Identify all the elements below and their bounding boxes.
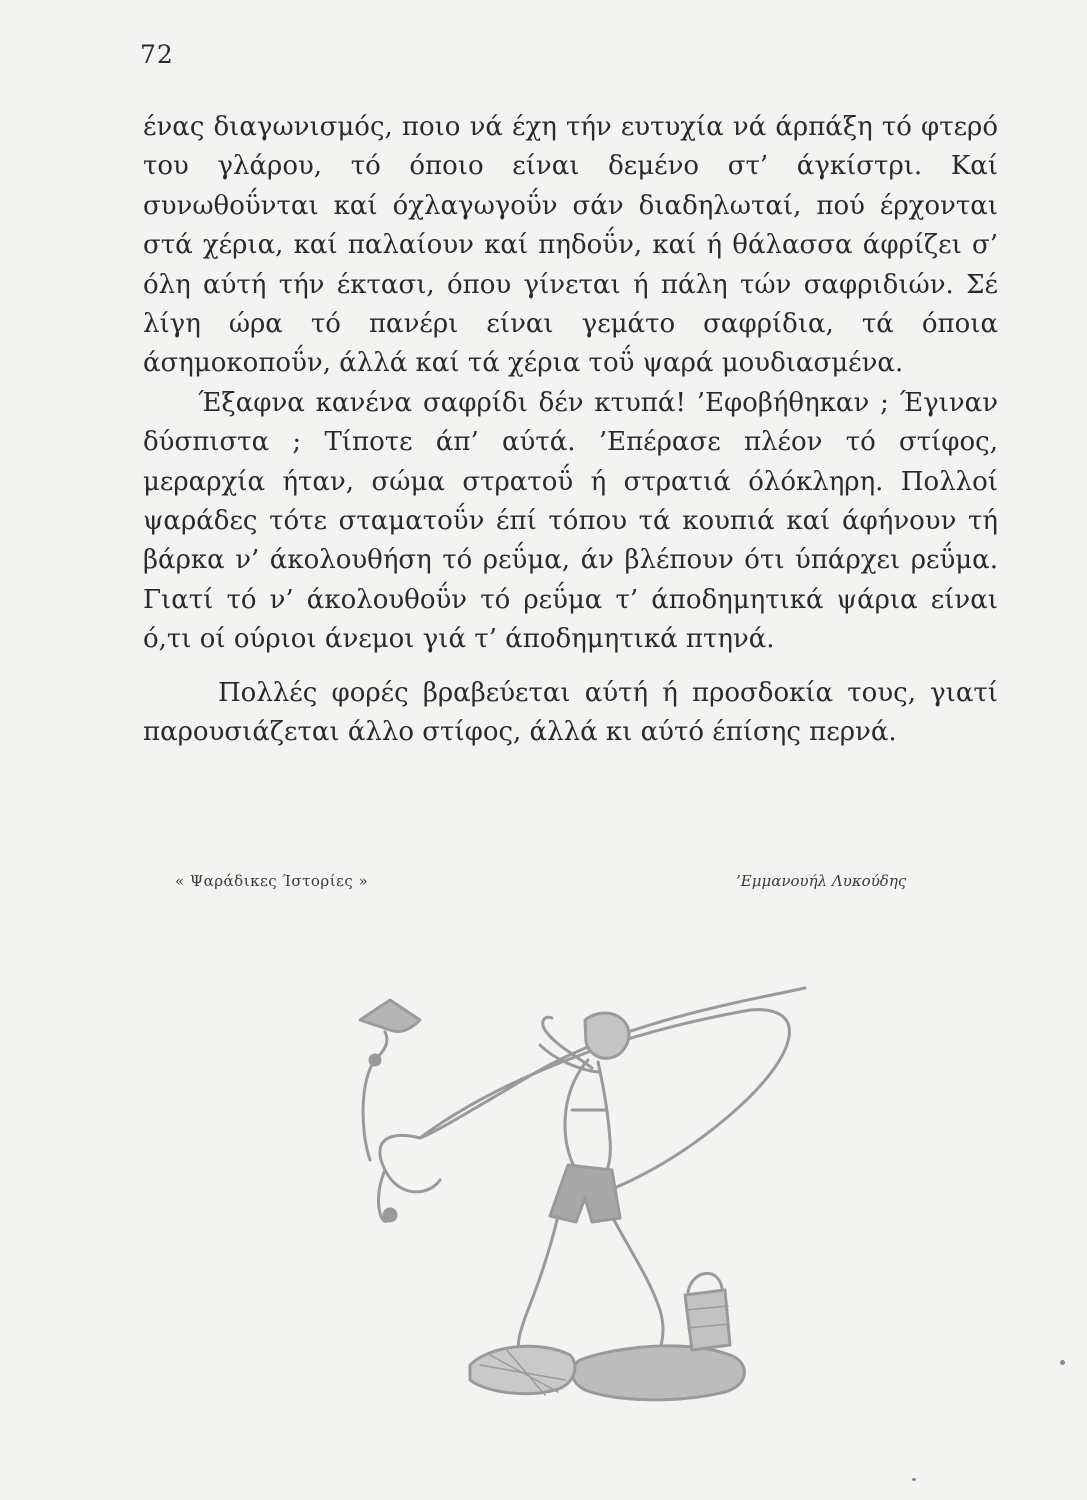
caption-author: ’Εμμανουήλ Λυκούδης: [736, 872, 907, 890]
basket: [685, 1290, 730, 1350]
body-text: [143, 108, 998, 753]
ink-speck: [1060, 1360, 1065, 1365]
fisherman-leg-front: [518, 1216, 558, 1352]
fisherman-torso: [565, 1060, 610, 1182]
ink-speck: [912, 1478, 916, 1481]
fisherman-head: [585, 1013, 629, 1058]
ground-rock: [572, 1346, 744, 1400]
fisherman-illustration: [330, 960, 850, 1420]
fisherman-leg-back: [614, 1220, 663, 1356]
page-number: 72: [140, 40, 174, 69]
paragraph-2: Έξαφνα κανένα σαφρίδι δέν κτυπά! ’Εφοβήθηκαν ; Έγιναν δύσπιστα ; Τίποτε άπ’ αύτά. ’Επέρασε πλέον τό στίφος, μεραρχία ήταν, σώμα στρατοΰ ή στρατιά όλόκληρη. Πολλοί ψαράδες τότε σταματοΰν έπί τόπου τά κουπιά καί άφήνουν τή βάρκα ν’ άκολουθήση τό ρεΰμα, άν βλέπουν ότι ύπάρχει ρεΰμα. Γιατί τό ν’ άκολουθοΰν τό ρεΰμα τ’ άποδημητικά ψάρια είναι ό,τι οί ούριοι άνεμοι γιά τ’ άποδημητικά πτηνά.: [143, 387, 998, 655]
caption-source: « Ψαράδικες Ίστορίες »: [175, 872, 369, 890]
paragraph-1: ένας διαγωνισμός, ποιο νά έχη τήν ευτυχία νά άρπάξη τό φτερό του γλάρου, τό όποιο είναι δεμένο στ’ άγκίστρι. Καί συνωθοΰνται καί όχλαγωγοΰν σάν διαδηλωταί, πού έρχονται στά χέρια, καί παλαίουν καί πηδοΰν, καί ή θάλασσα άφρίζει σ’ όλη αύτή τήν έκτασι, όπου γίνεται ή πάλη τών σαφριδιών. Σέ λίγη ώρα τό πανέρι είναι γεμάτο σαφρίδια, τά όποια άσημοκοποΰν, άλλά καί τά χέρια τοΰ ψαρά μουδιασμένα.: [143, 112, 998, 379]
lure-shape: [360, 1000, 420, 1032]
paragraph-3: Πολλές φορές βραβεύεται αύτή ή προσδοκία τους, γιατί παρουσιάζεται άλλο στίφος, άλλά κι αύτό έπίσης περνά.: [143, 677, 998, 748]
fish-net: [470, 1346, 575, 1393]
fisherman-shorts: [550, 1165, 620, 1222]
